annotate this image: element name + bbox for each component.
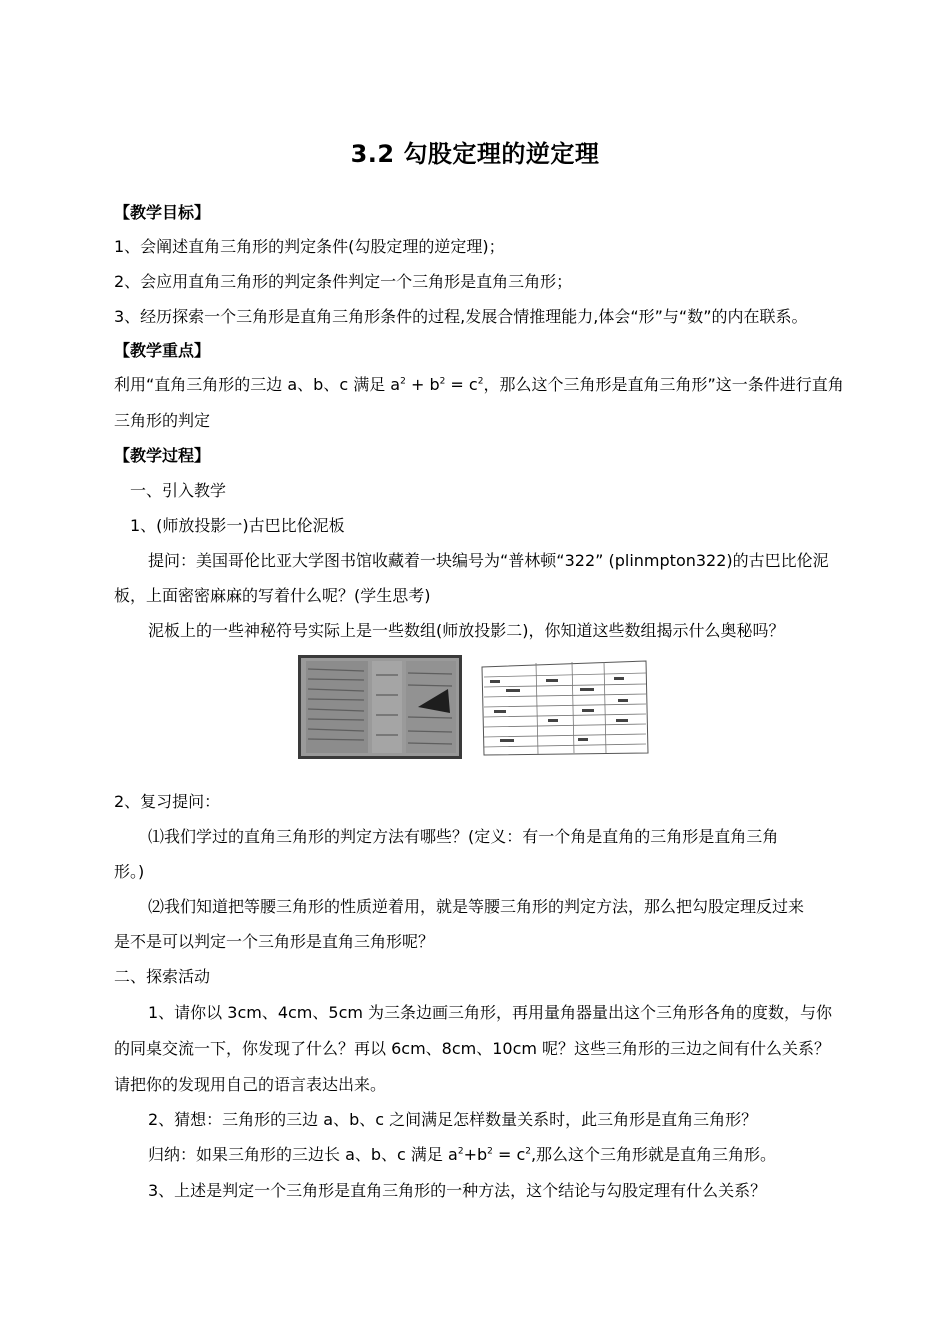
paragraph: ⑴我们学过的直角三角形的判定方法有哪些？(定义：有一个角是直角的三角形是直角三角	[148, 827, 779, 846]
key-points-heading: 【教学重点】	[114, 341, 211, 360]
section-heading: 一、引入教学	[130, 481, 227, 500]
objective-item: 1、会阐述直角三角形的判定条件(勾股定理的逆定理)；	[114, 237, 505, 256]
key-point-line: 三角形的判定	[114, 411, 211, 430]
objective-item: 2、会应用直角三角形的判定条件判定一个三角形是直角三角形；	[114, 272, 573, 291]
paragraph: 形。)	[114, 862, 145, 881]
paragraph: 3、上述是判定一个三角形是直角三角形的一种方法，这个结论与勾股定理有什么关系？	[148, 1181, 767, 1200]
paragraph: 的同桌交流一下，你发现了什么？再以 6cm、8cm、10cm 呢？这些三角形的三边之间有什么关系？	[114, 1039, 831, 1058]
plimpton-figure	[298, 655, 653, 759]
section-heading: 二、探索活动	[114, 967, 211, 986]
list-item: 1、(师放投影一)古巴比伦泥板	[130, 516, 345, 535]
paragraph: 归纳：如果三角形的三边长 a、b、c 满足 $a^2+b^2 = c^2$,那么这个三角形就是直角三角形。	[148, 1145, 777, 1164]
paragraph: ⑵我们知道把等腰三角形的性质逆着用，就是等腰三角形的判定方法，那么把勾股定理反过来	[148, 897, 805, 916]
clay-tablet-image	[298, 655, 462, 759]
key-point-line: 利用“直角三角形的三边 a、b、c 满足 $a^2 + b^2 = c^2$，那么这个三角形是直角三角形”这一条件进行直角	[114, 375, 844, 394]
page-title: 3.2 勾股定理的逆定理	[350, 140, 600, 168]
list-item: 2、复习提问：	[114, 792, 221, 811]
paragraph: 2、猜想：三角形的三边 a、b、c 之间满足怎样数量关系时，此三角形是直角三角形？	[148, 1110, 758, 1129]
tablet-sketch-image	[476, 655, 652, 759]
paragraph: 是不是可以判定一个三角形是直角三角形呢？	[114, 932, 435, 951]
objectives-heading: 【教学目标】	[114, 203, 211, 222]
objective-item: 3、经历探索一个三角形是直角三角形条件的过程,发展合情推理能力,体会“形”与“数”的内在联系。	[114, 307, 808, 326]
paragraph: 请把你的发现用自己的语言表达出来。	[114, 1075, 387, 1094]
paragraph: 板，上面密密麻麻的写着什么呢？(学生思考)	[114, 586, 431, 605]
paragraph: 泥板上的一些神秘符号实际上是一些数组(师放投影二)，你知道这些数组揭示什么奥秘吗？	[148, 621, 785, 640]
paragraph: 提问：美国哥伦比亚大学图书馆收藏着一块编号为“普林顿“322” (plinmpton322)的古巴比伦泥	[148, 551, 829, 570]
paragraph: 1、请你以 3cm、4cm、5cm 为三条边画三角形，再用量角器量出这个三角形各角的度数，与你	[148, 1003, 833, 1022]
process-heading: 【教学过程】	[114, 446, 211, 465]
